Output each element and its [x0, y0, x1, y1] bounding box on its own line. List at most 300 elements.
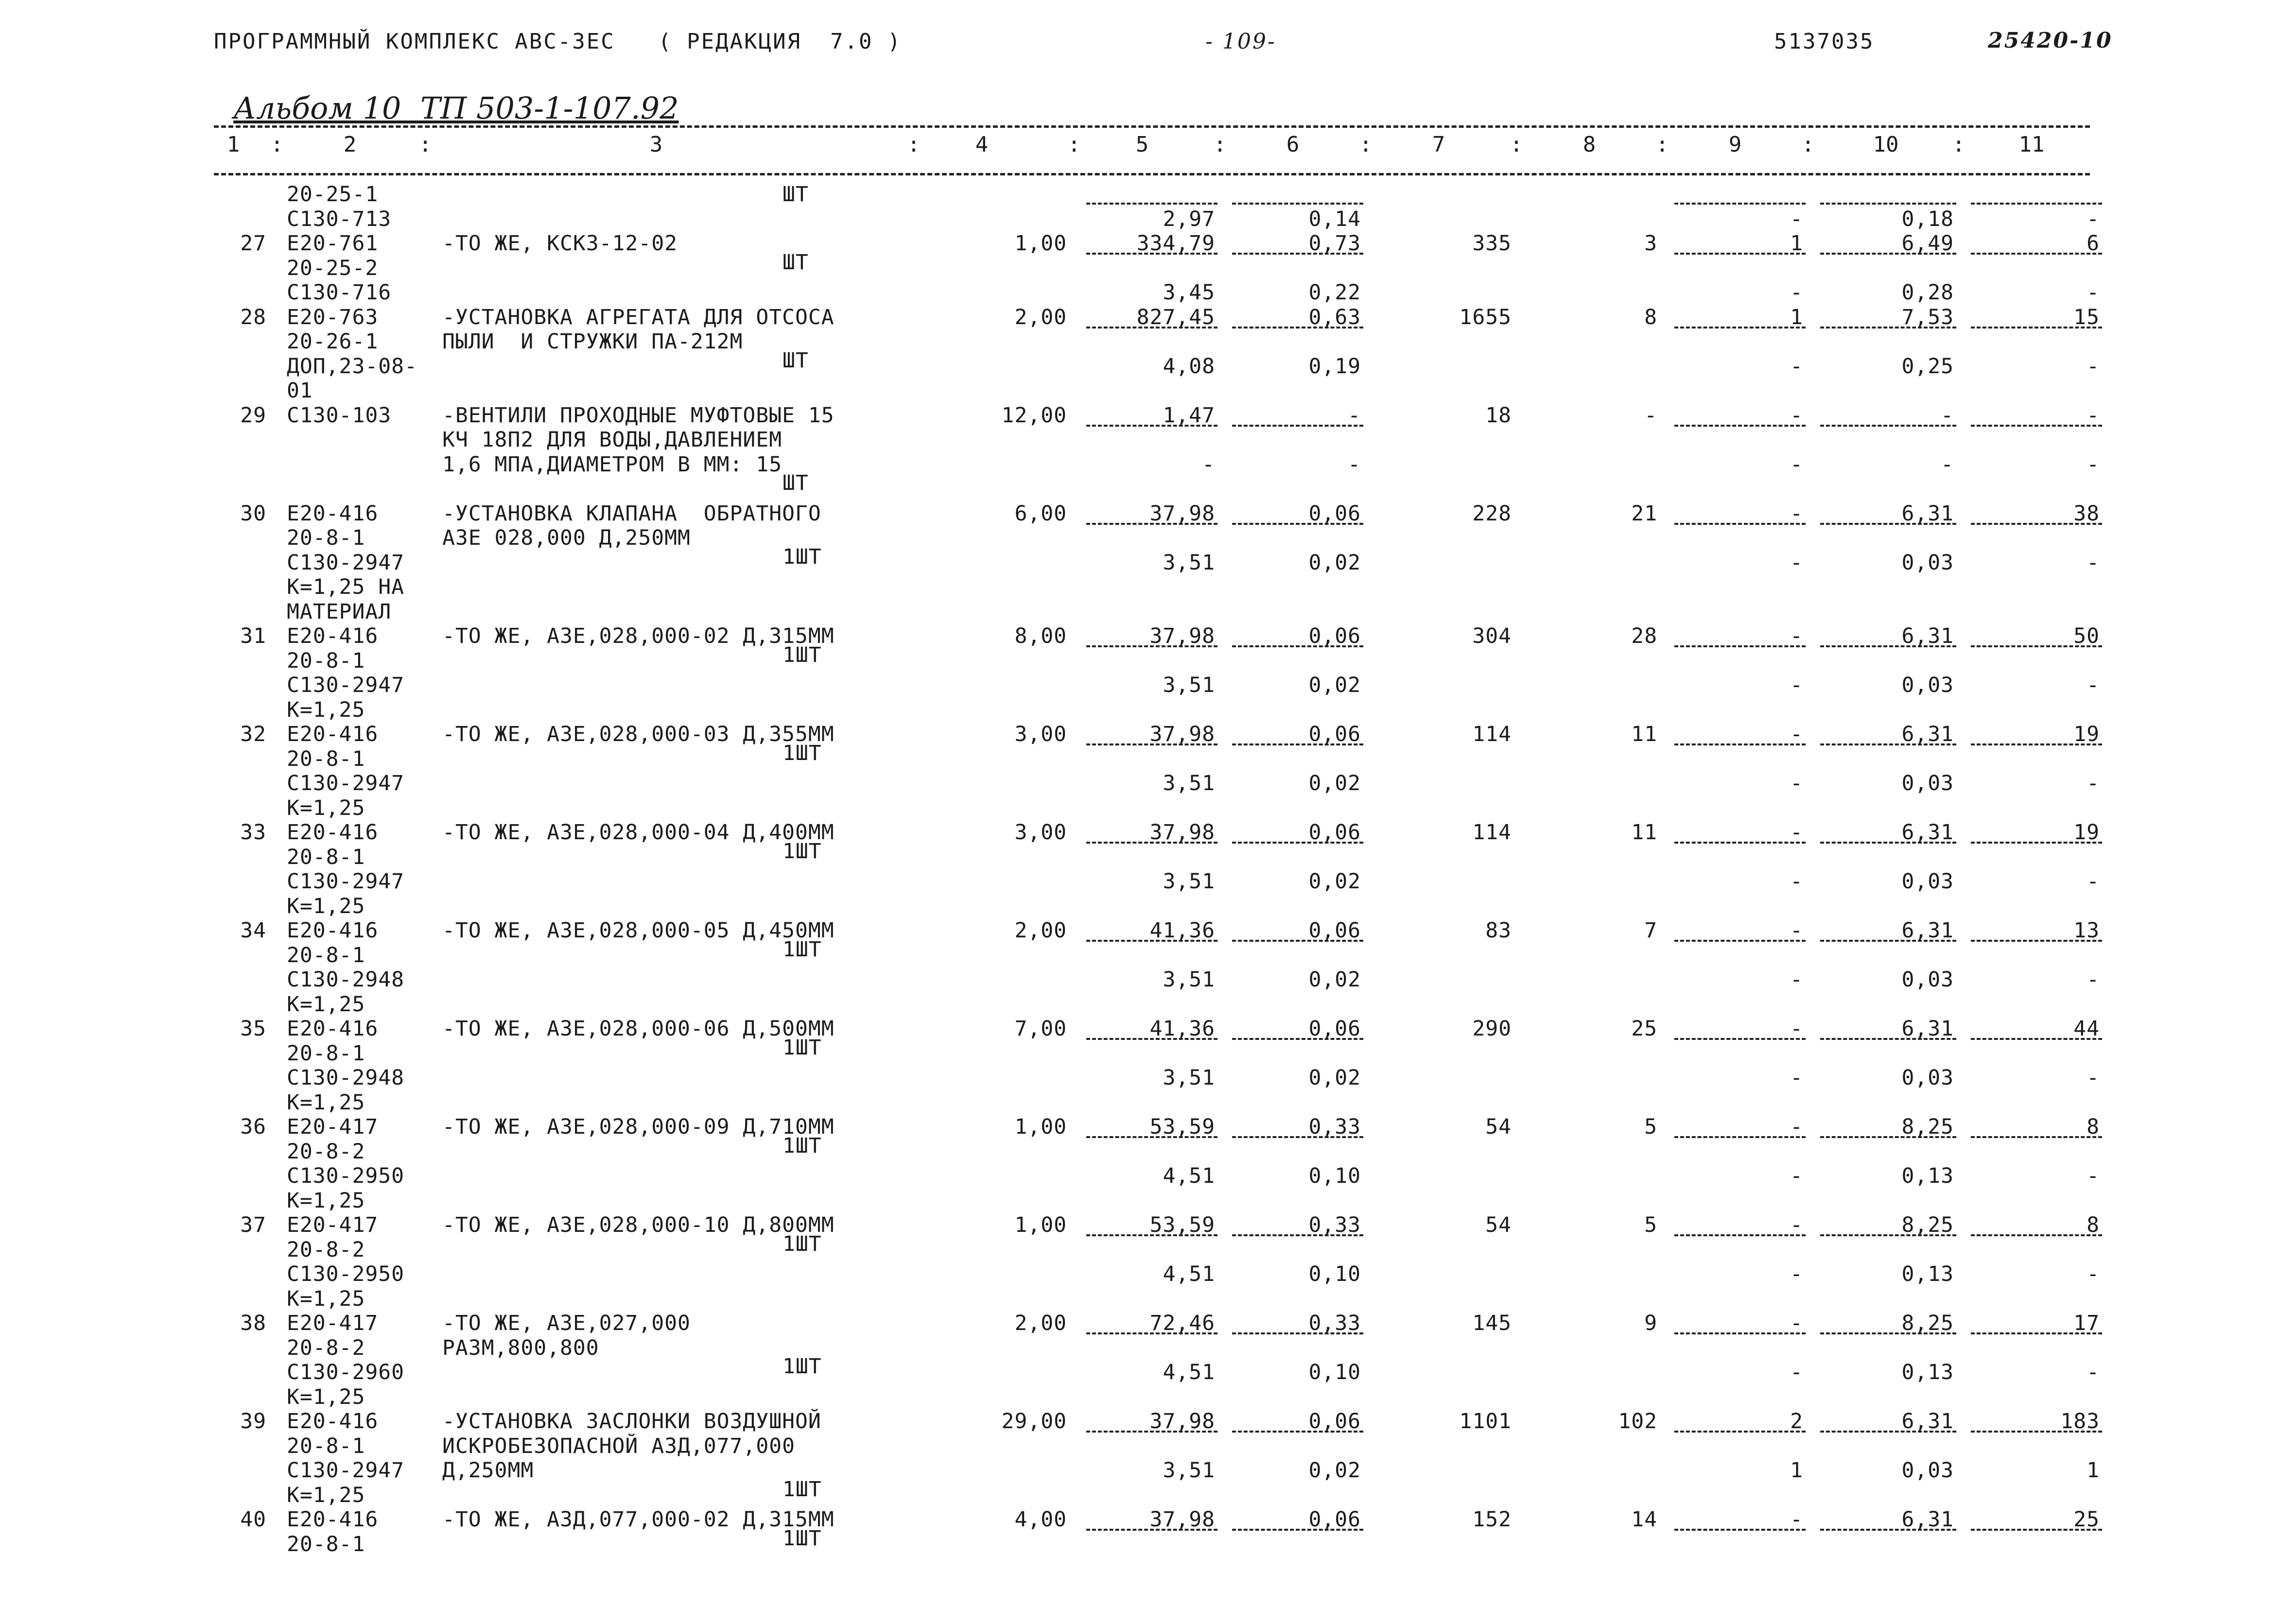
- cell-value: 72,46: [1149, 1311, 1215, 1335]
- cell-divider: [1674, 743, 1806, 745]
- cell-value: -: [1790, 918, 1803, 943]
- cell-divider: [1971, 253, 2102, 255]
- cell-value: 38: [2073, 501, 2100, 526]
- cell-value: 102: [1618, 1409, 1657, 1434]
- cell-divider: [1820, 940, 1956, 942]
- row-number: 40: [240, 1507, 266, 1532]
- cell-value: 6,31: [1901, 820, 1954, 845]
- cell-value: -: [1790, 624, 1803, 648]
- cell-value: 6,31: [1901, 722, 1954, 746]
- cell-value: 14: [1631, 1507, 1657, 1532]
- cell-divider: [1971, 1529, 2102, 1531]
- subtotal-value: -: [2087, 968, 2100, 992]
- cell-value: 15: [2073, 305, 2100, 329]
- cell-divider: [1232, 1136, 1363, 1138]
- subtotal-value: -: [1790, 1262, 1803, 1286]
- cell-divider: [1971, 327, 2102, 328]
- item-code: ДОП,23-08-: [287, 354, 417, 379]
- row-number: 36: [240, 1115, 266, 1139]
- cell-divider: [1232, 523, 1363, 525]
- cell-value: -: [2087, 403, 2100, 428]
- subtotal-value: -: [1790, 280, 1803, 305]
- cell-value: -: [1790, 403, 1803, 428]
- subtotal-value: 3,51: [1163, 869, 1215, 894]
- column-number: 7: [1432, 132, 1445, 157]
- item-code: С130-716: [287, 280, 392, 305]
- column-separator: :: [1359, 132, 1373, 157]
- cell-value: -: [1941, 403, 1954, 428]
- item-description: РАЗМ,800,800: [442, 1335, 599, 1360]
- cell-value: 8: [2087, 1115, 2100, 1139]
- subtotal-value: -: [1790, 1066, 1803, 1090]
- cell-value: 8: [2087, 1213, 2100, 1237]
- cell-divider: [1232, 1332, 1363, 1334]
- item-description: -ТО ЖЕ, АЗЕ,028,000-02 Д,315ММ: [442, 624, 835, 648]
- item-code: С130-2948: [287, 968, 404, 992]
- cell-value: 0,73: [1308, 231, 1361, 256]
- item-code: 20-26-1: [287, 329, 379, 354]
- item-code: Е20-416: [287, 918, 379, 943]
- cell-value: 0,06: [1308, 1409, 1361, 1434]
- subtotal-value: 0,10: [1308, 1360, 1361, 1384]
- cell-divider: [1674, 253, 1806, 255]
- cell-value: 37,98: [1149, 820, 1215, 845]
- cell-value: -: [1348, 403, 1361, 428]
- subtotal-value: -: [1790, 968, 1803, 992]
- subtotal-value: 4,51: [1163, 1262, 1215, 1286]
- unit-label: ШТ: [783, 471, 809, 495]
- cell-divider: [1820, 645, 1956, 647]
- subtotal-value: 3,51: [1163, 771, 1215, 795]
- subtotal-value: -: [2087, 550, 2100, 575]
- cell-value: 13: [2073, 918, 2100, 943]
- cell-value: 114: [1472, 722, 1512, 746]
- cell-value: 0,06: [1308, 1017, 1361, 1041]
- cell-value: 0,06: [1308, 918, 1361, 943]
- cell-value: -: [1790, 1311, 1803, 1335]
- subtotal-value: 0,03: [1901, 771, 1954, 795]
- cell-value: 334,79: [1136, 231, 1215, 256]
- item-code: 20-8-1: [287, 1434, 365, 1458]
- cell-value: 12,00: [1001, 403, 1067, 428]
- cell-value: 6,31: [1901, 1017, 1954, 1041]
- cell-value: 2,00: [1014, 305, 1067, 329]
- column-number: 10: [1873, 132, 1899, 157]
- column-number: 4: [975, 132, 989, 157]
- cell-value: 37,98: [1149, 1507, 1215, 1532]
- cell-value: 37,98: [1149, 624, 1215, 648]
- column-separator: :: [1801, 132, 1815, 157]
- cell-value: 19: [2073, 722, 2100, 746]
- cell-divider: [1971, 1038, 2102, 1040]
- cell-value: 145: [1472, 1311, 1512, 1335]
- column-number: 11: [2018, 132, 2045, 157]
- subtotal-value: 0,13: [1901, 1262, 1954, 1286]
- unit-label: 1ШТ: [783, 1354, 822, 1379]
- item-code: С130-2950: [287, 1164, 404, 1188]
- cell-value: 6,31: [1901, 1507, 1954, 1532]
- cell-value: 2,00: [1014, 918, 1067, 943]
- row-number: 31: [240, 624, 266, 648]
- item-code: 20-8-1: [287, 746, 365, 771]
- cell-divider: [1232, 743, 1363, 745]
- subtotal-value: -: [2087, 771, 2100, 795]
- subtotal-value: 0,02: [1308, 673, 1361, 697]
- item-description: 1,6 МПА,ДИАМЕТРОМ В ММ: 15: [442, 452, 783, 477]
- column-separator: :: [1213, 132, 1227, 157]
- subtotal-value: -: [1348, 452, 1361, 477]
- item-description: -ТО ЖЕ, КСКЗ-12-02: [442, 231, 678, 256]
- column-number: 1: [226, 132, 240, 157]
- item-description: -ТО ЖЕ, АЗЕ,028,000-06 Д,500ММ: [442, 1017, 835, 1041]
- cell-value: 53,59: [1149, 1213, 1215, 1237]
- subtotal-value: 0,03: [1901, 968, 1954, 992]
- cell-value: 2: [1790, 1409, 1803, 1434]
- cell-divider: [1971, 743, 2102, 745]
- cell-divider: [1820, 1038, 1956, 1040]
- row-number: 29: [240, 403, 266, 428]
- subtotal-value: 0,22: [1308, 280, 1361, 305]
- cell-divider: [1232, 327, 1363, 328]
- item-code: 20-25-2: [287, 256, 379, 280]
- cell-divider: [1820, 842, 1956, 844]
- cell-value: 44: [2073, 1017, 2100, 1041]
- item-code: Е20-416: [287, 820, 379, 845]
- subtotal-value: 0,14: [1308, 207, 1361, 231]
- cell-value: 0,06: [1308, 722, 1361, 746]
- subtotal-value: -: [1790, 869, 1803, 894]
- subtotal-value: 0,02: [1308, 550, 1361, 575]
- unit-label: 1ШТ: [783, 741, 822, 765]
- row-number: 30: [240, 501, 266, 526]
- cell-value: 114: [1472, 820, 1512, 845]
- subtotal-value: 0,13: [1901, 1164, 1954, 1188]
- cell-divider: [1820, 253, 1956, 255]
- cell-value: 7,00: [1014, 1017, 1067, 1041]
- cell-divider: [1674, 1038, 1806, 1040]
- cell-value: 3,00: [1014, 722, 1067, 746]
- cell-divider: [1086, 425, 1218, 427]
- unit-label: ШТ: [783, 182, 809, 207]
- cell-divider: [1971, 645, 2102, 647]
- cell-value: -: [1790, 722, 1803, 746]
- subtotal-value: 3,51: [1163, 968, 1215, 992]
- subtotal-value: 0,03: [1901, 1458, 1954, 1483]
- subtotal-value: 4,51: [1163, 1360, 1215, 1384]
- cell-value: 9: [1644, 1311, 1657, 1335]
- cell-value: 41,36: [1149, 918, 1215, 943]
- cell-value: 11: [1631, 722, 1657, 746]
- cell-divider: [1086, 203, 1218, 205]
- item-code: К=1,25: [287, 1188, 365, 1213]
- item-code: Е20-416: [287, 624, 379, 648]
- row-number: 39: [240, 1409, 266, 1434]
- cell-divider: [1820, 203, 1956, 205]
- item-description: -ТО ЖЕ, АЗЕ,028,000-09 Д,710ММ: [442, 1115, 835, 1139]
- cell-value: 3: [1644, 231, 1657, 256]
- cell-value: 6: [2087, 231, 2100, 256]
- item-code: К=1,25: [287, 992, 365, 1017]
- subtotal-value: -: [1202, 452, 1215, 477]
- unit-label: ШТ: [783, 250, 809, 275]
- unit-label: ШТ: [783, 348, 809, 373]
- cell-value: -: [1790, 1115, 1803, 1139]
- cell-divider: [1232, 1234, 1363, 1236]
- subtotal-value: -: [1790, 207, 1803, 231]
- subtotal-value: 0,13: [1901, 1360, 1954, 1384]
- cell-divider: [1086, 1136, 1218, 1138]
- subtotal-value: 1: [1790, 1458, 1803, 1483]
- cell-value: 827,45: [1136, 305, 1215, 329]
- cell-value: -: [1790, 1507, 1803, 1532]
- row-number: 27: [240, 231, 266, 256]
- cell-value: 5: [1644, 1115, 1657, 1139]
- item-code: Е20-416: [287, 1409, 379, 1434]
- item-code: 20-8-1: [287, 943, 365, 968]
- cell-value: 4,00: [1014, 1507, 1067, 1532]
- cell-divider: [1232, 645, 1363, 647]
- cell-value: 1,00: [1014, 1213, 1067, 1237]
- unit-label: 1ШТ: [783, 1231, 822, 1256]
- unit-label: 1ШТ: [783, 544, 822, 569]
- item-description: Д,250ММ: [442, 1458, 534, 1483]
- cell-value: 53,59: [1149, 1115, 1215, 1139]
- cell-value: 304: [1472, 624, 1512, 648]
- cell-divider: [1086, 1431, 1218, 1433]
- cell-divider: [1232, 940, 1363, 942]
- subtotal-value: 4,51: [1163, 1164, 1215, 1188]
- cell-value: 228: [1472, 501, 1512, 526]
- cell-divider: [1674, 203, 1806, 205]
- cell-divider: [1820, 743, 1956, 745]
- column-number: 9: [1728, 132, 1742, 157]
- item-description: -УСТАНОВКА КЛАПАНА ОБРАТНОГО: [442, 501, 821, 526]
- column-separator: :: [270, 132, 284, 157]
- item-code: Е20-761: [287, 231, 379, 256]
- item-code: С130-2947: [287, 771, 404, 795]
- subtotal-value: -: [1790, 771, 1803, 795]
- cell-value: 1655: [1459, 305, 1512, 329]
- item-description: -УСТАНОВКА АГРЕГАТА ДЛЯ ОТСОСА: [442, 305, 835, 329]
- cell-divider: [1674, 1431, 1806, 1433]
- subtotal-value: 0,19: [1308, 354, 1361, 379]
- cell-value: 6,49: [1901, 231, 1954, 256]
- row-number: 35: [240, 1017, 266, 1041]
- cell-value: 37,98: [1149, 1409, 1215, 1434]
- item-code: С130-2950: [287, 1262, 404, 1286]
- cell-divider: [1820, 327, 1956, 328]
- unit-label: 1ШТ: [783, 642, 822, 667]
- cell-divider: [1971, 1332, 2102, 1334]
- cell-value: -: [1790, 1213, 1803, 1237]
- item-code: К=1,25: [287, 697, 365, 722]
- cell-divider: [1674, 645, 1806, 647]
- item-description: -ТО ЖЕ, АЗЕ,028,000-03 Д,355ММ: [442, 722, 835, 746]
- item-code: Е20-416: [287, 1017, 379, 1041]
- program-title: ПРОГРАММНЫЙ КОМПЛЕКС АВС-ЗЕС ( РЕДАКЦИЯ 7.0 ): [214, 29, 902, 54]
- cell-value: 0,63: [1308, 305, 1361, 329]
- item-code: К=1,25: [287, 795, 365, 820]
- subtotal-value: 0,03: [1901, 869, 1954, 894]
- subtotal-value: 1: [2087, 1458, 2100, 1483]
- unit-label: 1ШТ: [783, 839, 822, 864]
- cell-value: 25: [1631, 1017, 1657, 1041]
- item-code: К=1,25: [287, 1090, 365, 1115]
- subtotal-value: -: [2087, 1262, 2100, 1286]
- cell-value: 11: [1631, 820, 1657, 845]
- item-code: К=1,25: [287, 1483, 365, 1507]
- cell-divider: [1674, 1332, 1806, 1334]
- cell-divider: [1086, 743, 1218, 745]
- item-code: С130-2948: [287, 1066, 404, 1090]
- column-separator: :: [1510, 132, 1523, 157]
- cell-divider: [1086, 327, 1218, 328]
- cell-divider: [1674, 940, 1806, 942]
- cell-value: 17: [2073, 1311, 2100, 1335]
- cell-divider: [1820, 1332, 1956, 1334]
- item-description: ПЫЛИ И СТРУЖКИ ПА-212М: [442, 329, 743, 354]
- cell-divider: [1674, 1529, 1806, 1531]
- cell-divider: [1820, 425, 1956, 427]
- column-separator: :: [1952, 132, 1966, 157]
- item-code: 01: [287, 379, 313, 403]
- cell-divider: [1232, 1431, 1363, 1433]
- row-number: 28: [240, 305, 266, 329]
- subtotal-value: 0,02: [1308, 869, 1361, 894]
- item-code: 20-8-1: [287, 1041, 365, 1066]
- item-description: -ВЕНТИЛИ ПРОХОДНЫЕ МУФТОВЫЕ 15: [442, 403, 835, 428]
- cell-value: 7,53: [1901, 305, 1954, 329]
- cell-value: 183: [2060, 1409, 2100, 1434]
- cell-divider: [1971, 1431, 2102, 1433]
- cell-divider: [1086, 940, 1218, 942]
- item-code: 20-25-1: [287, 182, 379, 207]
- item-code: 20-8-1: [287, 526, 365, 550]
- item-code: С130-2947: [287, 673, 404, 697]
- table-header-rule: [214, 173, 2090, 175]
- cell-value: 3,00: [1014, 820, 1067, 845]
- subtotal-value: 3,51: [1163, 550, 1215, 575]
- cell-divider: [1232, 425, 1363, 427]
- cell-value: 7: [1644, 918, 1657, 943]
- item-code: Е20-416: [287, 722, 379, 746]
- cell-divider: [1086, 253, 1218, 255]
- subtotal-value: 4,08: [1163, 354, 1215, 379]
- subtotal-value: 0,28: [1901, 280, 1954, 305]
- cell-value: 152: [1472, 1507, 1512, 1532]
- cell-divider: [1820, 1529, 1956, 1531]
- cell-value: 54: [1485, 1213, 1512, 1237]
- item-description: -ТО ЖЕ, АЗЕ,028,000-04 Д,400ММ: [442, 820, 835, 845]
- cell-value: 54: [1485, 1115, 1512, 1139]
- cell-value: 37,98: [1149, 501, 1215, 526]
- cell-value: 37,98: [1149, 722, 1215, 746]
- item-code: 20-8-2: [287, 1237, 365, 1262]
- cell-value: 0,33: [1308, 1115, 1361, 1139]
- cell-value: -: [1790, 820, 1803, 845]
- subtotal-value: -: [1790, 452, 1803, 477]
- subtotal-value: 0,02: [1308, 771, 1361, 795]
- cell-value: 5: [1644, 1213, 1657, 1237]
- cell-divider: [1232, 1038, 1363, 1040]
- cell-value: 21: [1631, 501, 1657, 526]
- row-number: 32: [240, 722, 266, 746]
- subtotal-value: -: [2087, 1164, 2100, 1188]
- cell-value: 6,31: [1901, 1409, 1954, 1434]
- item-code: 20-8-1: [287, 1532, 365, 1556]
- cell-divider: [1674, 1234, 1806, 1236]
- unit-label: 1ШТ: [783, 1035, 822, 1060]
- item-code: 20-8-1: [287, 845, 365, 869]
- subtotal-value: -: [2087, 280, 2100, 305]
- item-code: К=1,25 НА: [287, 575, 404, 599]
- column-number: 8: [1583, 132, 1596, 157]
- unit-label: 1ШТ: [783, 1477, 822, 1502]
- cell-value: 29,00: [1001, 1409, 1067, 1434]
- cell-value: 18: [1485, 403, 1512, 428]
- cell-value: 6,31: [1901, 501, 1954, 526]
- subtotal-value: 3,51: [1163, 1458, 1215, 1483]
- item-description: -УСТАНОВКА ЗАСЛОНКИ ВОЗДУШНОЙ: [442, 1409, 821, 1434]
- cell-value: 6,00: [1014, 501, 1067, 526]
- table-top-rule: [214, 125, 2090, 128]
- cell-divider: [1820, 523, 1956, 525]
- item-code: Е20-417: [287, 1311, 379, 1335]
- subtotal-value: 0,02: [1308, 1458, 1361, 1483]
- cell-divider: [1086, 523, 1218, 525]
- item-code: С130-713: [287, 207, 392, 231]
- cell-divider: [1971, 523, 2102, 525]
- row-number: 37: [240, 1213, 266, 1237]
- item-description: АЗЕ 028,000 Д,250ММ: [442, 526, 691, 550]
- cell-value: 1,00: [1014, 231, 1067, 256]
- cell-divider: [1971, 842, 2102, 844]
- cell-value: 0,06: [1308, 820, 1361, 845]
- cell-value: 0,06: [1308, 1507, 1361, 1532]
- cell-divider: [1820, 1431, 1956, 1433]
- subtotal-value: -: [2087, 452, 2100, 477]
- cell-divider: [1086, 645, 1218, 647]
- item-code: Е20-417: [287, 1213, 379, 1237]
- cell-divider: [1674, 1136, 1806, 1138]
- item-description: -ТО ЖЕ, АЗЕ,028,000-05 Д,450ММ: [442, 918, 835, 943]
- column-separator: :: [907, 132, 921, 157]
- cell-value: 1: [1790, 305, 1803, 329]
- cell-value: 0,06: [1308, 501, 1361, 526]
- subtotal-value: -: [2087, 1066, 2100, 1090]
- cell-value: 290: [1472, 1017, 1512, 1041]
- subtotal-value: -: [1790, 550, 1803, 575]
- subtotal-value: 3,51: [1163, 1066, 1215, 1090]
- column-separator: :: [1655, 132, 1669, 157]
- item-code: К=1,25: [287, 1384, 365, 1409]
- cell-value: 0,33: [1308, 1213, 1361, 1237]
- cell-divider: [1086, 842, 1218, 844]
- cell-divider: [1232, 842, 1363, 844]
- item-code: С130-2947: [287, 1458, 404, 1483]
- cell-value: 8,25: [1901, 1213, 1954, 1237]
- cell-value: 8: [1644, 305, 1657, 329]
- column-number: 3: [649, 132, 663, 157]
- cell-value: -: [1790, 501, 1803, 526]
- cell-value: 6,31: [1901, 624, 1954, 648]
- cell-value: 1,00: [1014, 1115, 1067, 1139]
- item-code: Е20-417: [287, 1115, 379, 1139]
- column-number: 2: [343, 132, 357, 157]
- item-code: МАТЕРИАЛ: [287, 599, 392, 624]
- unit-label: 1ШТ: [783, 937, 822, 962]
- item-code: 20-8-2: [287, 1139, 365, 1164]
